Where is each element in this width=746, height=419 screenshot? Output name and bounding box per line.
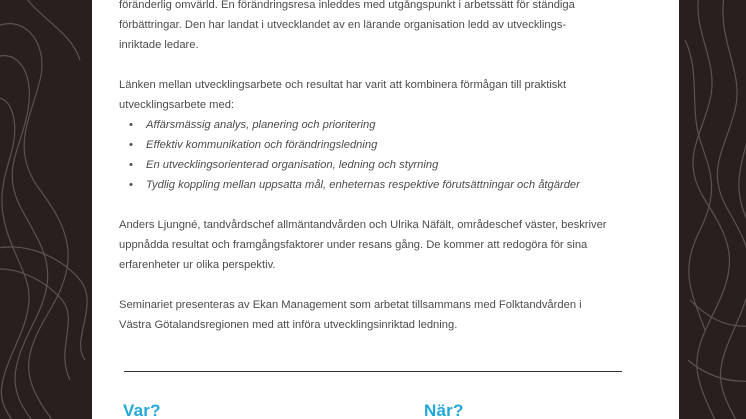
bullet-icon: • <box>129 139 133 151</box>
intro-paragraph <box>119 0 649 55</box>
speakers-line: erfarenheter ur olika perspektiv. <box>119 259 276 271</box>
intro-line: förbättringar. Den har landat i utvecklandet av en lärande organisation ledd av utvecklings- <box>119 19 567 31</box>
focus-area-list <box>119 115 649 195</box>
speakers-line: Anders Ljungné, tandvårdschef allmäntandvården och Ulrika Näfält, områdeschef väster, beskriver <box>119 219 607 231</box>
presenter-line: Västra Götalandsregionen med att införa utvecklingsinriktad ledning. <box>119 319 458 331</box>
list-item-text: Tydlig koppling mellan uppsatta mål, enheternas respektive förutsättningar och åtgärder <box>146 179 580 191</box>
speakers-paragraph <box>119 215 649 275</box>
bullet-icon: • <box>129 159 133 171</box>
list-item-text: En utvecklingsorienterad organisation, ledning och styrning <box>146 159 439 171</box>
where-heading: Var? <box>123 401 161 419</box>
list-item <box>119 175 649 195</box>
list-item-text: Effektiv kommunikation och förändringsledning <box>146 139 378 151</box>
list-item <box>119 115 649 135</box>
presenter-paragraph <box>119 295 649 335</box>
bullet-icon: • <box>129 179 133 191</box>
intro-line: inriktade ledare. <box>119 39 199 51</box>
list-item-text: Affärsmässig analys, planering och prioritering <box>146 119 376 131</box>
speakers-line: uppnådda resultat och framgångsfaktorer under resans gång. De kommer att redogöra för sina <box>119 239 588 251</box>
article-body <box>119 0 649 335</box>
link-line: utvecklingsarbete med: <box>119 99 235 111</box>
when-heading: När? <box>424 401 464 419</box>
section-divider <box>124 371 622 372</box>
presenter-line: Seminariet presenteras av Ekan Management som arbetat tillsammans med Folktandvården i <box>119 299 582 311</box>
link-paragraph <box>119 75 649 115</box>
link-line: Länken mellan utvecklingsarbete och resultat har varit att kombinera förmågan till praktiskt <box>119 79 567 91</box>
list-item <box>119 155 649 175</box>
content-card <box>92 0 679 419</box>
intro-line: föränderlig omvärld. En förändringsresa inleddes med utgångspunkt i arbetssätt för ständiga <box>119 0 575 11</box>
list-item <box>119 135 649 155</box>
bullet-icon: • <box>129 119 133 131</box>
